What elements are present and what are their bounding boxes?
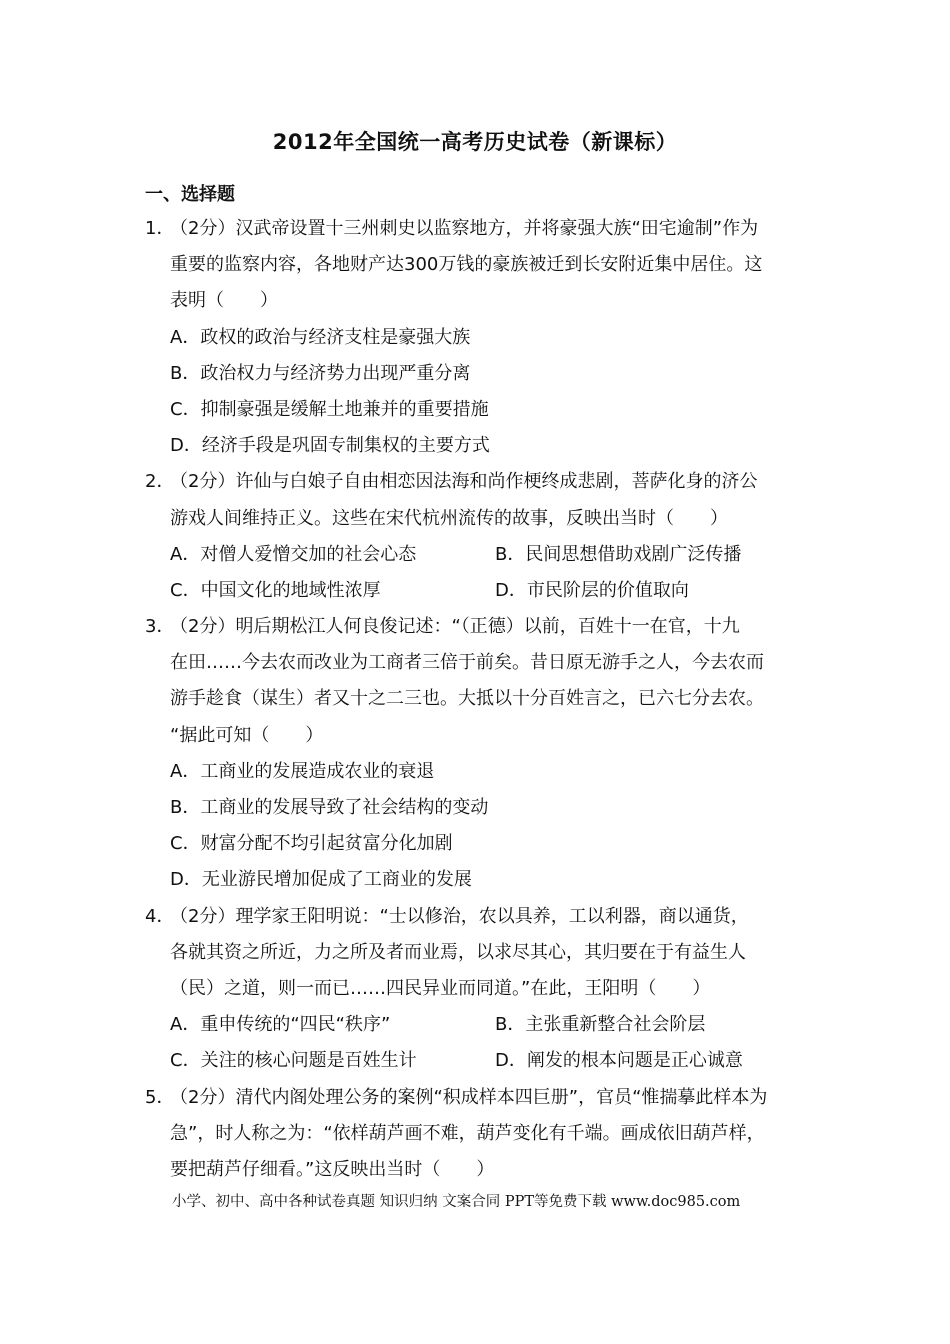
option-d: D．阐发的根本问题是正心诚意: [495, 1050, 743, 1072]
question-stem: （2分）清代内阁处理公务的案例“积成样本四巨册”，官员“惟揣摹此样本为: [170, 1086, 768, 1108]
question-stem-cont: （民）之道，则一而已……四民异业而同道。”在此，王阳明（ ）: [170, 977, 711, 999]
question-stem: （2分）许仙与白娘子自由相恋因法海和尚作梗终成悲剧，菩萨化身的济公: [170, 471, 758, 493]
section-heading: 一、选择题: [145, 184, 235, 205]
option-d: D．经济手段是巩固专制集权的主要方式: [170, 435, 490, 457]
question-stem: （2分）汉武帝设置十三州刺史以监察地方，并将豪强大族“田宅逾制”作为: [170, 218, 759, 239]
question-1: [0, 211, 950, 247]
question-number: 4．: [145, 905, 175, 927]
option-c: C．关注的核心问题是百姓生计: [170, 1050, 417, 1072]
option-d: D．市民阶层的价值取向: [495, 579, 689, 601]
option-b: B．政治权力与经济势力出现严重分离: [170, 362, 471, 384]
question-stem: （2分）理学家王阳明说：“士以修治，农以具养，工以利器，商以通货，: [170, 905, 749, 927]
question-number: 5．: [145, 1086, 175, 1108]
page-footer: 小学、初中、高中各种试卷真题 知识归纳 文案合同 PPT等免费下载 www.doc985.com: [172, 1194, 741, 1210]
question-4: [0, 899, 950, 935]
question-list: [0, 211, 950, 1188]
question-number: 3．: [145, 616, 175, 638]
option-b: B．民间思想借助戏剧广泛传播: [495, 543, 742, 565]
question-3: [0, 609, 950, 645]
question-stem: （2分）明后期松江人何良俊记述：“（正德）以前，百姓十一在官，十九: [170, 616, 740, 638]
question-stem-cont: 表明（ ）: [170, 290, 278, 312]
question-stem-cont: 游戏人间维持正义。这些在宋代杭州流传的故事，反映出当时（ ）: [170, 507, 728, 529]
question-stem-cont: 游手趁食（谋生）者又十之二三也。大抵以十分百姓言之，已六七分去农。: [170, 688, 764, 710]
option-b: B．主张重新整合社会阶层: [495, 1014, 706, 1036]
option-d: D．无业游民增加促成了工商业的发展: [170, 869, 472, 891]
question-stem-cont: “据此可知（ ）: [170, 724, 324, 746]
option-b: B．工商业的发展导致了社会结构的变动: [170, 797, 489, 818]
question-stem-cont: 重要的监察内容，各地财产达300万钱的豪族被迁到长安附近集中居住。这: [170, 254, 763, 276]
exam-title: 2012年全国统一高考历史试卷（新课标）: [272, 130, 678, 154]
question-number: 1．: [145, 218, 175, 239]
option-a: A．工商业的发展造成农业的衰退: [170, 760, 435, 782]
question-stem-cont: 急”，时人称之为：“依样葫芦画不难，葫芦变化有千端。画成依旧葫芦样，: [170, 1122, 765, 1144]
question-stem-cont: 在田……今去农而改业为工商者三倍于前矣。昔日原无游手之人，今去农而: [170, 652, 764, 674]
option-a: A．政权的政治与经济支柱是豪强大族: [170, 326, 471, 348]
question-2: [0, 464, 950, 500]
question-stem-cont: 要把葫芦仔细看。”这反映出当时（ ）: [170, 1158, 495, 1180]
option-c: C．中国文化的地域性浓厚: [170, 579, 381, 601]
option-c: C．财富分配不均引起贫富分化加剧: [170, 833, 453, 855]
question-number: 2．: [145, 471, 175, 493]
question-stem-cont: 各就其资之所近，力之所及者而业焉，以求尽其心，其归要在于有益生人: [170, 941, 746, 963]
option-a: A．对僧人爱憎交加的社会心态: [170, 543, 417, 565]
option-a: A．重申传统的“四民“秩序”: [170, 1014, 391, 1036]
question-5: [0, 1080, 950, 1116]
option-c: C．抑制豪强是缓解土地兼并的重要措施: [170, 398, 489, 420]
